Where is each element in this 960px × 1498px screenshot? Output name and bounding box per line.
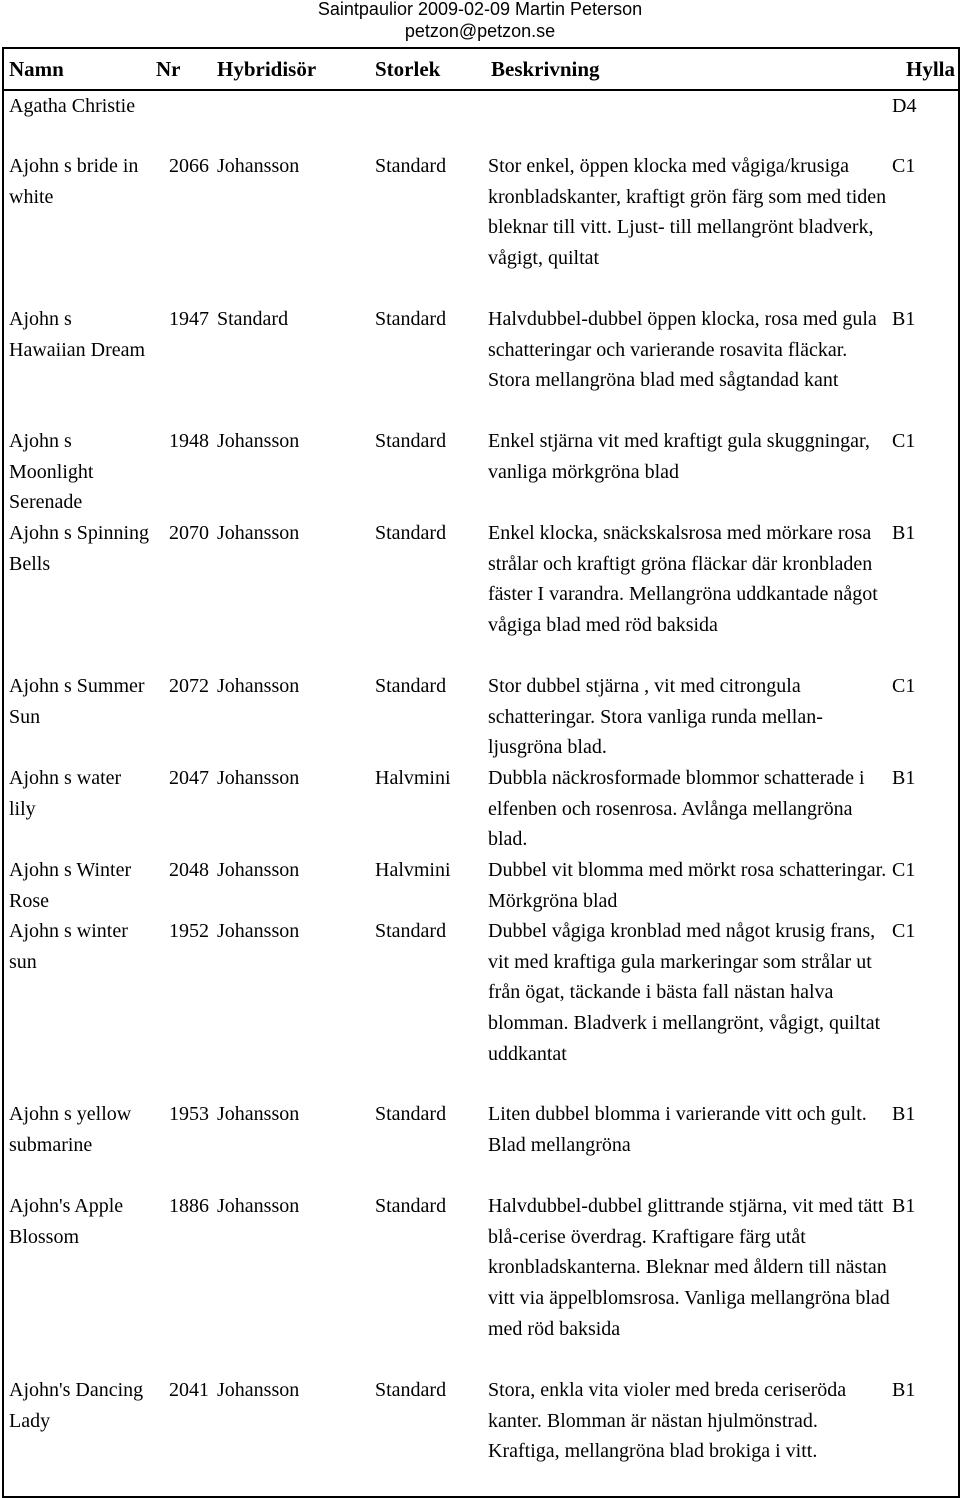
- cell-hylla: C1: [892, 430, 916, 452]
- cell-nr: 1948: [169, 430, 209, 452]
- table-row: [3, 763, 959, 855]
- column-header-hylla: Hylla: [892, 48, 959, 90]
- cell-namn: Ajohn s winter sun: [9, 920, 128, 973]
- cell-beskrivning: Stor dubbel stjärna , vit med citrongula schatteringar. Stora vanliga runda mellan-ljusgröna blad.: [488, 675, 823, 759]
- cell-hybridisor: Johansson: [217, 522, 300, 544]
- cell-hybridisor: [212, 90, 370, 151]
- table-header-row: [3, 48, 959, 90]
- cell-nr: 2072: [169, 675, 209, 697]
- column-header-hybridisor: Hybridisör: [212, 48, 370, 90]
- column-header-beskrivning: Beskrivning: [486, 48, 892, 90]
- cell-namn: Ajohn s yellow submarine: [9, 1103, 132, 1156]
- cell-hybridisor: Johansson: [217, 1379, 300, 1402]
- column-header-storlek: Storlek: [370, 48, 486, 90]
- cell-hylla: C1: [892, 675, 916, 697]
- table-row: [3, 304, 959, 426]
- table-row: [3, 426, 959, 518]
- cell-beskrivning: Halvdubbel-dubbel öppen klocka, rosa med gula schatteringar och varierande rosavita fläckar. Stora mellangröna blad med sågtandad kant: [488, 308, 877, 392]
- cell-hylla: C1: [892, 920, 916, 943]
- cell-namn: Agatha Christie: [9, 95, 136, 117]
- cell-beskrivning: [486, 90, 892, 151]
- cell-namn: Ajohn s water lily: [9, 767, 122, 820]
- cell-hybridisor: Johansson: [217, 1103, 300, 1126]
- table-row: [3, 855, 959, 916]
- cell-hybridisor: Johansson: [217, 1195, 300, 1218]
- cell-beskrivning: Dubbla näckrosformade blommor schatterade i elfenben och rosenrosa. Avlånga mellangröna blad.: [488, 767, 865, 851]
- cell-namn: Ajohn s Spinning Bells: [9, 522, 150, 575]
- cell-nr: 2047: [169, 767, 209, 789]
- cell-storlek: Standard: [375, 308, 447, 330]
- cell-beskrivning: Dubbel vit blomma med mörkt rosa schatteringar. Mörkgröna blad: [488, 859, 887, 912]
- cell-storlek: Standard: [375, 1195, 447, 1218]
- table-row: [3, 90, 959, 151]
- cell-hylla: C1: [892, 859, 916, 881]
- cell-storlek: Standard: [375, 522, 447, 544]
- cell-hylla: B1: [892, 522, 916, 544]
- cell-hylla: C1: [892, 155, 916, 177]
- cell-storlek: Standard: [375, 1379, 447, 1402]
- cell-storlek: Standard: [375, 1103, 447, 1126]
- cell-namn: Ajohn's Dancing Lady: [9, 1379, 144, 1432]
- cell-namn: Ajohn's Apple Blossom: [9, 1195, 124, 1248]
- cell-nr: 1947: [169, 308, 209, 330]
- cell-nr: 2070: [169, 522, 209, 544]
- cell-storlek: [370, 90, 486, 151]
- table-row: [3, 151, 959, 304]
- cell-beskrivning: Halvdubbel-dubbel glittrande stjärna, vit med tätt blå-cerise överdrag. Kraftigare färg utåt kronbladskanterna. Bleknar med åldern till nästan vitt via äppelblomsrosa. Vanliga mellangröna blad med röd baksida: [488, 1195, 890, 1340]
- cell-hylla: B1: [892, 1379, 916, 1402]
- cell-hylla: B1: [892, 1103, 916, 1126]
- cell-beskrivning: Stora, enkla vita violer med breda ceriseröda kanter. Blomman är nästan hjulmönstrad. Kraftiga, mellangröna blad brokiga i vitt.: [488, 1379, 847, 1463]
- cell-hylla: B1: [892, 1195, 916, 1218]
- table-row: [3, 916, 959, 1069]
- plant-table: [2, 47, 960, 1498]
- cell-nr: 1952: [169, 920, 209, 943]
- cell-beskrivning: Enkel stjärna vit med kraftigt gula skuggningar, vanliga mörkgröna blad: [488, 430, 870, 483]
- cell-storlek: Halvmini: [375, 859, 451, 881]
- header-email: petzon@petzon.se: [404, 21, 556, 41]
- header-title: Saintpaulior 2009-02-09 Martin Peterson: [317, 0, 643, 19]
- table-row: [3, 1191, 959, 1375]
- cell-hybridisor: Johansson: [217, 859, 300, 881]
- cell-hybridisor: Johansson: [217, 430, 300, 452]
- cell-namn: Ajohn s Moonlight Serenade: [9, 430, 94, 514]
- cell-nr: 2048: [169, 859, 209, 881]
- cell-storlek: Standard: [375, 920, 447, 943]
- cell-hybridisor: Johansson: [217, 920, 300, 943]
- cell-storlek: Standard: [375, 155, 447, 177]
- cell-nr: 1886: [169, 1195, 209, 1218]
- table-row: [3, 518, 959, 671]
- cell-namn: Ajohn s Hawaiian Dream: [9, 308, 146, 361]
- cell-beskrivning: Dubbel vågiga kronblad med något krusig frans, vit med kraftiga gula markeringar som strålar ut från ögat, täckande i bästa fall nästan halva blomman. Bladverk i mellangrönt, vågigt, quiltat uddkantat: [488, 920, 881, 1065]
- cell-namn: Ajohn s Summer Sun: [9, 675, 145, 728]
- cell-nr: 2041: [169, 1379, 209, 1402]
- cell-nr: 2066: [169, 155, 209, 177]
- cell-hylla: B1: [892, 767, 916, 789]
- cell-nr: 1953: [169, 1103, 209, 1126]
- cell-beskrivning: Stor enkel, öppen klocka med vågiga/krusiga kronbladskanter, kraftigt grön färg som med tiden bleknar till vitt. Ljust- till mellangrönt bladverk, vågigt, quiltat: [488, 155, 887, 269]
- cell-nr: [151, 90, 212, 151]
- table-row: [3, 1375, 959, 1497]
- cell-hybridisor: Johansson: [217, 675, 300, 697]
- cell-storlek: Standard: [375, 430, 447, 452]
- cell-namn: Ajohn s bride in white: [9, 155, 139, 208]
- cell-hylla: B1: [892, 308, 916, 330]
- cell-beskrivning: Enkel klocka, snäckskalsrosa med mörkare rosa strålar och kraftigt gröna fläckar där kronbladen fäster I varandra. Mellangröna uddkantade något vågiga blad med röd baksida: [488, 522, 878, 636]
- cell-namn: Ajohn s Winter Rose: [9, 859, 132, 912]
- table-row: [3, 1099, 959, 1191]
- cell-hybridisor: Johansson: [217, 767, 300, 789]
- spacer-cell: [3, 1069, 959, 1099]
- cell-beskrivning: Liten dubbel blomma i varierande vitt och gult. Blad mellangröna: [488, 1103, 867, 1156]
- table-row: [3, 671, 959, 763]
- column-header-namn: Namn: [3, 48, 151, 90]
- cell-hybridisor: Standard: [217, 308, 289, 330]
- cell-hybridisor: Johansson: [217, 155, 300, 177]
- cell-hylla: D4: [892, 95, 917, 117]
- column-header-nr: Nr: [151, 48, 212, 90]
- cell-storlek: Standard: [375, 675, 447, 697]
- table-spacer-row: [3, 1069, 959, 1099]
- cell-storlek: Halvmini: [375, 767, 451, 789]
